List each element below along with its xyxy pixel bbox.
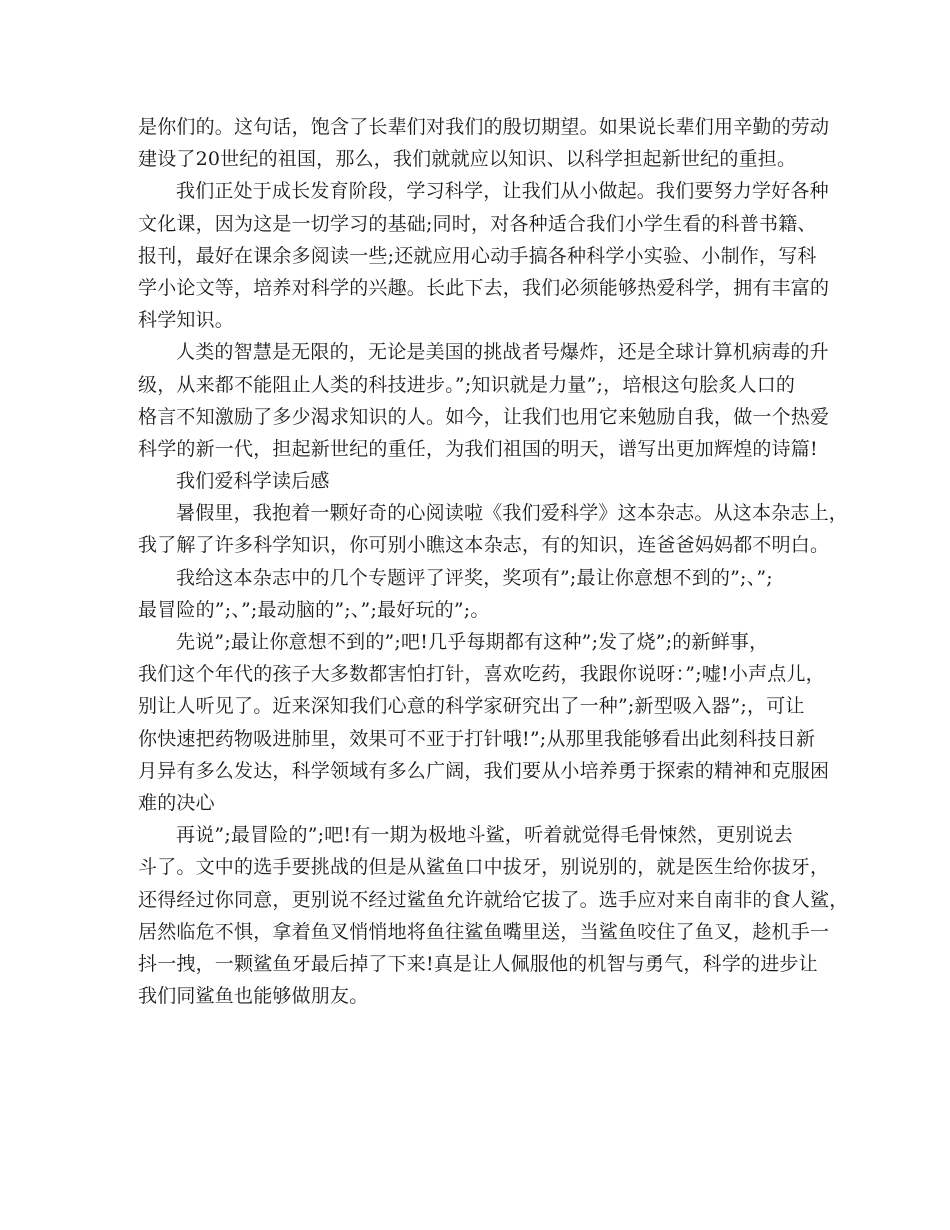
text-line: 科学的新一代，担起新世纪的重任，为我们祖国的明天，谱写出更加辉煌的诗篇! bbox=[138, 437, 818, 460]
text-line: 斗了。文中的选手要挑战的但是从鲨鱼口中拔牙，别说别的，就是医生给你拔牙， bbox=[138, 856, 830, 879]
text-line: 先说”;最让你意想不到的”;吧!几乎每期都有这种”;发了烧”;的新鲜事， bbox=[176, 631, 769, 653]
text-line: 居然临危不惧，拿着鱼叉悄悄地将鱼往鲨鱼嘴里送，当鲨鱼咬住了鱼叉，趁机手一 bbox=[138, 920, 830, 943]
text-line: 我们这个年代的孩子大多数都害怕打针，喜欢吃药，我跟你说呀：”;嘘!小声点儿， bbox=[138, 663, 825, 686]
text-line: 学小论文等，培养对科学的兴趣。长此下去，我们必须能够热爱科学，拥有丰富的 bbox=[138, 276, 830, 299]
text-line: 报刊，最好在课余多阅读一些;还就应用心动手搞各种科学小实验、小制作，写科 bbox=[138, 244, 817, 267]
text-line: 是你们的。这句话，饱含了长辈们对我们的殷切期望。如果说长辈们用辛勤的劳动 bbox=[138, 116, 830, 138]
text-line: 抖一拽，一颗鲨鱼牙最后掉了下来!真是让人佩服他的机智与勇气，科学的进步让 bbox=[138, 952, 818, 975]
text-line: 别让人听见了。近来深知我们心意的科学家研究出了一种”;新型吸入器”;，可让 bbox=[138, 695, 805, 718]
text-line: 你快速把药物吸进肺里，效果可不亚于打针哦!”;从那里我能够看出此刻科技日新 bbox=[138, 727, 816, 750]
text-line: 难的决心 bbox=[138, 791, 215, 814]
text-line: 再说”;最冒险的”;吧!有一期为极地斗鲨，听着就觉得毛骨悚然，更别说去 bbox=[176, 824, 793, 847]
text-line: 暑假里，我抱着一颗好奇的心阅读啦《我们爱科学》这本杂志。从这本杂志上， bbox=[176, 502, 849, 525]
document-body bbox=[138, 111, 849, 1012]
text-line: 我了解了许多科学知识，你可别小瞧这本杂志，有的知识，连爸爸妈妈都不明白。 bbox=[138, 534, 830, 557]
text-line: 格言不知激励了多少渴求知识的人。如今，让我们也用它来勉励自我，做一个热爱 bbox=[138, 405, 830, 428]
text-line: 最冒险的”;、”;最动脑的”;、”;最好玩的”;。 bbox=[138, 598, 490, 621]
text-line: 还得经过你同意，更别说不经过鲨鱼允许就给它拔了。选手应对来自南非的食人鲨， bbox=[138, 888, 849, 911]
text-line: 级，从来都不能阻止人类的科技进步。”;知识就是力量”;，培根这句脍炙人口的 bbox=[138, 373, 796, 396]
text-line: 我们爱科学读后感 bbox=[176, 470, 330, 493]
text-line: 我们同鲨鱼也能够做朋友。 bbox=[138, 985, 369, 1008]
text-line: 建设了20世纪的祖国，那么，我们就就应以知识、以科学担起新世纪的重担。 bbox=[138, 148, 797, 171]
text-line: 我们正处于成长发育阶段，学习科学，让我们从小做起。我们要努力学好各种 bbox=[176, 180, 829, 203]
text-line: 科学知识。 bbox=[138, 309, 235, 332]
text-line: 文化课，因为这是一切学习的基础;同时，对各种适合我们小学生看的科普书籍、 bbox=[138, 212, 817, 235]
text-line: 月异有多么发达，科学领域有多么广阔，我们要从小培养勇于探索的精神和克服困 bbox=[138, 759, 830, 782]
text-line: 我给这本杂志中的几个专题评了评奖，奖项有”;最让你意想不到的”;、”; bbox=[176, 566, 773, 589]
text-line: 人类的智慧是无限的，无论是美国的挑战者号爆炸，还是全球计算机病毒的升 bbox=[176, 341, 829, 364]
